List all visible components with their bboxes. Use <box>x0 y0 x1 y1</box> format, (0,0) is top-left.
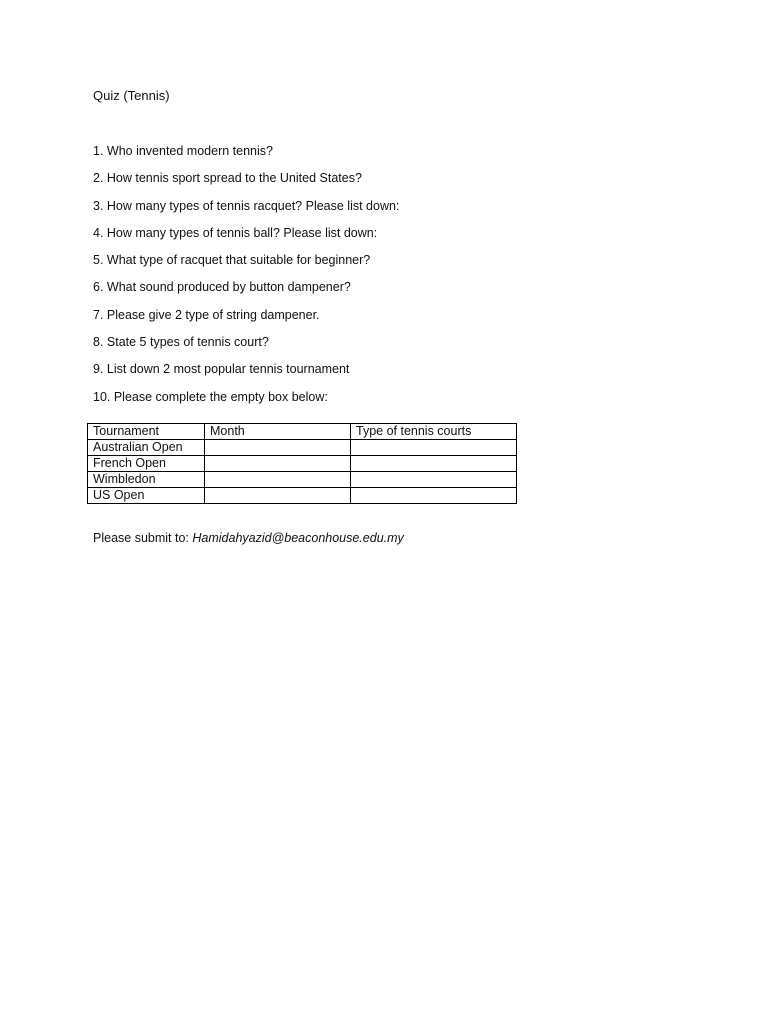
table-row <box>88 488 517 504</box>
quiz-title: Quiz (Tennis) <box>93 88 170 103</box>
table-cell: Australian Open <box>88 440 205 456</box>
table-row <box>88 472 517 488</box>
table-header-row <box>88 424 517 440</box>
table-cell <box>205 488 351 504</box>
table-cell: US Open <box>88 488 205 504</box>
table-cell <box>205 472 351 488</box>
table-cell <box>351 472 517 488</box>
question-item: 2. How tennis sport spread to the United States? <box>93 171 362 186</box>
question-list <box>93 143 399 416</box>
table-cell <box>205 456 351 472</box>
submit-email: Hamidahyazid@beaconhouse.edu.my <box>192 531 404 545</box>
question-item: 3. How many types of tennis racquet? Please list down: <box>93 198 400 213</box>
table-cell <box>351 488 517 504</box>
table-header-cell: Type of tennis courts <box>351 424 517 440</box>
table-cell <box>351 456 517 472</box>
table-cell <box>205 440 351 456</box>
question-item: 1. Who invented modern tennis? <box>93 144 273 158</box>
tournament-table <box>87 423 517 504</box>
table-row <box>88 440 517 456</box>
table-row <box>88 456 517 472</box>
question-item: 6. What sound produced by button dampener? <box>93 280 351 295</box>
table-header-cell: Tournament <box>88 424 205 440</box>
question-item: 10. Please complete the empty box below: <box>93 389 328 404</box>
table-cell: French Open <box>88 456 205 472</box>
submit-line <box>93 530 404 546</box>
question-item: 5. What type of racquet that suitable for beginner? <box>93 253 371 268</box>
table-cell: Wimbledon <box>88 472 205 488</box>
table-header-cell: Month <box>205 424 351 440</box>
question-item: 8. State 5 types of tennis court? <box>93 335 269 350</box>
question-item: 4. How many types of tennis ball? Please list down: <box>93 225 378 240</box>
table-cell <box>351 440 517 456</box>
question-item: 7. Please give 2 type of string dampener. <box>93 307 320 322</box>
submit-label: Please submit to: <box>93 531 189 545</box>
question-item: 9. List down 2 most popular tennis tournament <box>93 362 350 377</box>
